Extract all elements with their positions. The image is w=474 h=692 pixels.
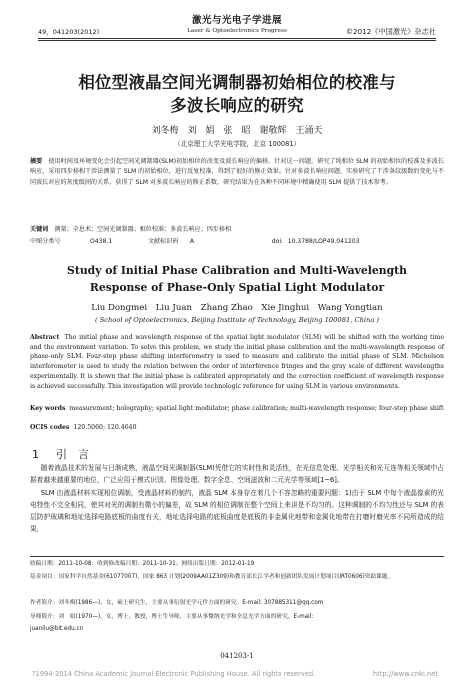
footnote-rule <box>30 556 444 557</box>
ocis-label: OCIS codes <box>30 424 70 431</box>
abstract-cn <box>30 157 444 188</box>
keywords-cn-label: 关键词 <box>30 226 49 233</box>
clc-label: 中图分类号 <box>30 238 61 245</box>
ocis-codes <box>30 424 137 431</box>
section-title: 引 言 <box>56 448 89 461</box>
header-rule <box>38 38 436 39</box>
paper-title-cn <box>30 71 444 117</box>
classification-line <box>30 236 444 245</box>
keywords-en-text: measurement; holography; spatial light modulator; phase calibration; multi-wavelength response; four-step phase shift <box>69 405 444 412</box>
abstract-cn-label: 摘要 <box>30 158 43 165</box>
journal-name-cn: 激光与光电子学进展 <box>191 15 282 26</box>
title-cn-line-1: 相位型液晶空间光调制器初始相位的校准与 <box>78 73 396 92</box>
abstract-en <box>30 333 444 391</box>
abstract-en-text: The initial phase and wavelength response of the spatial light modulator (SLM) will be shifted with the working time and the environment variation. To solve this problem, we study the initial phase calibration and the multi-wavelength response of phase-only SLM. Four-step phase shifting interferometry is used to measure and calibrate the initial phase of SLM. Michelson interferometer is used to study the relation between the order of interference fringes and the gray scale of different wavelengths experimentally. It is shown that the initial phase is calibrated appropriately and the correction coefficient of wavelength response is achieved successfully. This investigation will provide technologic reference for using SLM in various environments. <box>30 334 445 390</box>
section-number: 1 <box>32 448 39 461</box>
abstract-cn-text: 使用时间及环境变化会引起空间光调制器(SLM)初始相位的改变及波长响应的偏移。针对这一问题，研究了纯相位 SLM 的初始相位的校准及多波长响应，采用四步移相干涉法测量了 SLM 的初始相位，进行反复校准，得到了很好的修正效果。针对多波长响应问题，实验研究了干涉条纹级数的变化与不同波长对应的灰度级间的关系，获得了 SLM 对多波长响应的修正系数。研究结果为在各种不同环境中精确使用 SLM 提供了技术参考。 <box>30 158 445 186</box>
affiliation-en: ( School of Optoelectronics, Beijing Institute of Technology, Beijing 100081, China ) <box>94 316 380 324</box>
journal-name-en: Laser & Optoelectronics Progress <box>187 28 287 34</box>
footnote-funding: 基金项目：国家科学自然基金(61077007)，国家 863 计划(2009AA01Z309)和教育部长江学者和创新团队发展计划项目(IRT0606)资助课题。 <box>30 574 394 580</box>
keywords-cn-text: 测量；全息术；空间光调制器；相位校准；多波长响应；四步移相 <box>54 226 232 233</box>
clc-value: O438.1 <box>89 238 113 245</box>
footer-copyright: ?1994-2014 China Academic Journal Electronic Publishing House. All rights reserved. <box>32 670 316 678</box>
doc-code-value: A <box>189 238 194 245</box>
section-heading <box>32 446 89 462</box>
authors-cn: 刘冬梅 刘 娟 张 昭 谢敬辉 王涌天 <box>151 126 323 136</box>
abstract-en-label: Abstract <box>30 334 60 341</box>
watermark-footer <box>0 670 474 684</box>
page-number: 041203-1 <box>220 652 254 660</box>
authors-en: Liu Dongmei Liu Juan Zhang Zhao Xie Jinghui Wang Yongtian <box>91 303 383 313</box>
title-cn-line-2: 多波长响应的研究 <box>170 96 304 115</box>
body-paragraph: 随着液晶技术的发展与日渐成熟，液晶空间光调制器(SLM)凭借它的实时性和灵活性，在光信息处理、光学相关和光互连等相关领域中占据着越来越重要的地位，广泛应用于模式识别、图像处理、数字全息、空间滤波和二元光学等领域[1~6]。 <box>30 464 444 485</box>
keywords-en-label: Key words <box>30 405 66 412</box>
keywords-en <box>30 404 444 414</box>
body-paragraph: SLM 由液晶材料实现相位调制，受液晶材料的制约，液晶 SLM 本身存在着几个不容忽略的重要问题：1)由于 SLM 中每个液晶像素的光电特性不完全相同，使其对光的调制有微小的偏差，故 SLM 的相位调制在整个空间上来讲是不均匀的。这种调制的不均匀性还与 SLM 的表层防护玻璃和地址选择电路底板的曲度有关，地址选择电路的底板曲度是底板的非金属化地带和金属化地带在打磨时磨光率不同所造成的结果， <box>30 488 444 534</box>
paper-title-en <box>20 262 454 296</box>
affiliation-cn: （北京理工大学光电学院，北京 100081） <box>173 140 301 148</box>
running-header <box>38 12 436 52</box>
keywords-cn <box>30 224 444 233</box>
footnote-author1: 作者简介：刘冬梅(1986—)，女，硕士研究生，主要从事衍射光学元件方面的研究。E-mail: 307885311@qq.com <box>30 600 324 606</box>
footnote-received: 收稿日期：2011-10-08；收到修改稿日期：2011-10-31；网络出版日期：2012-01-19 <box>30 561 255 567</box>
footer-link[interactable]: http://www.cnki.net <box>372 670 438 678</box>
footnote-author2-email[interactable]: juanliu@bit.edu.cn <box>30 626 84 632</box>
doi-label: doi: <box>271 238 284 245</box>
doc-code-label: 文献标识码 <box>147 238 179 245</box>
body-text <box>30 462 444 536</box>
ocis-text: 120.5060; 120.4640 <box>73 424 137 431</box>
title-en-line-2: Response of Phase-Only Spatial Light Modulator <box>89 281 385 294</box>
title-en-line-1: Study of Initial Phase Calibration and Multi-Wavelength <box>67 264 407 277</box>
doi-value[interactable]: 10.3788/LOP49.041203 <box>287 238 360 245</box>
issue-code: 49，041203(2012) <box>38 28 100 36</box>
copyright-notice: ©2012《中国激光》杂志社 <box>345 27 436 36</box>
header-rule-thin <box>38 40 436 41</box>
footnote-author2: 导师简介：刘 娟(1970—)，女，博士，教授，博士生导师，主要从事微纳光学和全息光学方面的研究。E-mail: <box>30 614 314 620</box>
